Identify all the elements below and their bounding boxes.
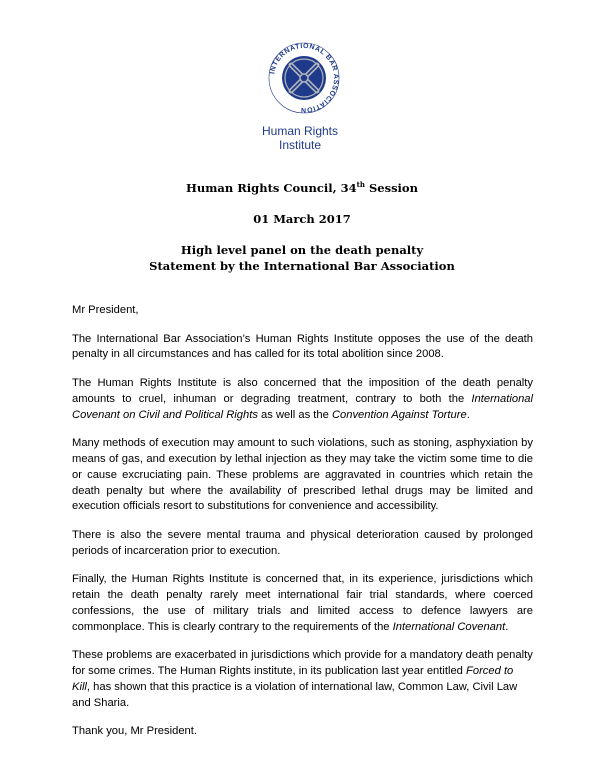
iba-seal-icon [268, 42, 340, 114]
paragraph-4: There is also the severe mental trauma and physical deterioration caused by prolonged periods of incarceration prior to execution. [72, 528, 533, 557]
closing: Thank you, Mr President. [72, 725, 197, 738]
paragraph-2: The Human Rights Institute is also concerned that the imposition of the death penalty amounts to cruel, inhuman or degrading treatment, contrary to both the International Covenant on Civil and Political Rights as well as the Convention Against Torture. [72, 376, 533, 421]
date-heading: 01 March 2017 [253, 212, 351, 226]
paragraph-3: Many methods of execution may amount to such violations, such as stoning, asphyxiation by means of gas, and execution by lethal injection as they may take the victim some time to die or cause excruciating pain. These problems are aggravated in countries which retain the death penalty but where the availability of prescribed lethal drugs may be limited and execution officials resort to substitutions for convenience and accessibility. [72, 437, 533, 513]
statement-heading: Statement by the International Bar Association [149, 259, 455, 273]
salutation: Mr President, [72, 304, 139, 316]
institute-line-1: Human Rights [261, 124, 339, 138]
logo-ring-text: INTERNATIONAL BAR ASSOCIATION [269, 42, 340, 114]
institute-line-2: Institute [278, 138, 322, 152]
session-heading: Human Rights Council, 34th Session [186, 180, 418, 195]
iba-logo [268, 42, 340, 114]
panel-heading: High level panel on the death penalty [180, 243, 424, 257]
institute-name [200, 124, 400, 152]
paragraph-1: The International Bar Association’s Human Rights Institute opposes the use of the death penalty in all circumstances and has called for its total abolition since 2008. [72, 332, 533, 361]
paragraph-6: These problems are exacerbated in jurisdictions which provide for a mandatory death penalty for some crimes. The Human Rights institute, in its publication last year entitled Forced to Kill, has shown that this practice is a violation of international law, Common Law, Civil Law and Sharia. [72, 649, 533, 709]
statement-body [72, 303, 533, 753]
paragraph-5: Finally, the Human Rights Institute is concerned that, in its experience, jurisdictions which retain the death penalty rarely meet international fair trial standards, where coerced confessions, the use of military trials and limited access to defence lawyers are commonplace. This is clearly contrary to the requirements of the International Covenant. [72, 573, 533, 633]
